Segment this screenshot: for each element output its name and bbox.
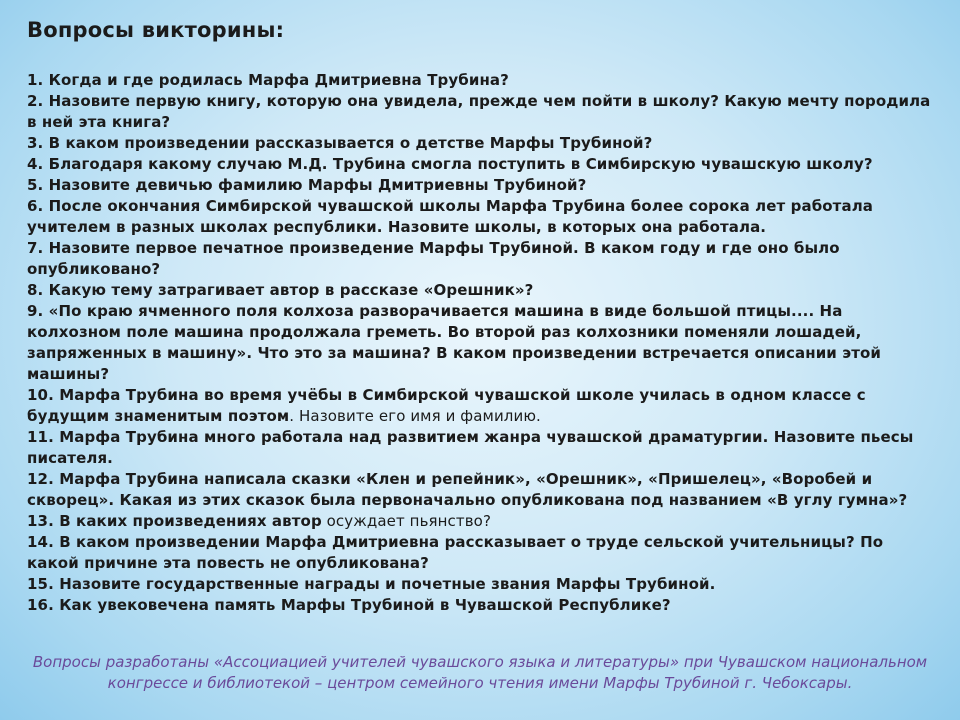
question-text: 15. Назовите государственные награды и почетные звания Марфы Трубиной. bbox=[27, 575, 716, 593]
question-item bbox=[27, 91, 937, 133]
question-item bbox=[27, 154, 937, 175]
question-text: 6. После окончания Симбирской чувашской школы Марфа Трубина более сорока лет работала учителем в разных школах республики. Назовите школы, в которых она работала. bbox=[27, 197, 874, 236]
question-text: 9. «По краю ячменного поля колхоза разворачивается машина в виде большой птицы.... На колхозном поле машина продолжала греметь. Во второй раз колхозники поменяли лошадей, запряженных в машину». Что это за машина? В каком произведении встречается описании этой машины? bbox=[27, 302, 882, 383]
question-text: 13. В каких произведениях автор bbox=[27, 512, 322, 530]
question-text: 12. Марфа Трубина написала сказки «Клен и репейник», «Орешник», «Пришелец», «Воробей и скворец». Какая из этих сказок была первоначально опубликована под названием «В углу гумна»? bbox=[27, 470, 908, 509]
question-item bbox=[27, 595, 937, 616]
question-item bbox=[27, 427, 937, 469]
question-text: 8. Какую тему затрагивает автор в рассказе «Орешник»? bbox=[27, 281, 534, 299]
question-text-normal: . Назовите его имя и фамилию. bbox=[289, 407, 541, 425]
question-item bbox=[27, 511, 937, 532]
question-text: 10. Марфа Трубина во время учёбы в Симбирской чувашской школе училась в одном классе с будущим знаменитым поэтом bbox=[27, 386, 866, 425]
question-text: 7. Назовите первое печатное произведение Марфы Трубиной. В каком году и где оно было опубликовано? bbox=[27, 239, 840, 278]
question-item bbox=[27, 280, 937, 301]
questions-list bbox=[27, 70, 937, 616]
page-title: Вопросы викторины: bbox=[27, 18, 285, 42]
question-text: 5. Назовите девичью фамилию Марфы Дмитриевны Трубиной? bbox=[27, 176, 587, 194]
question-item bbox=[27, 532, 937, 574]
question-item bbox=[27, 469, 937, 511]
question-item bbox=[27, 238, 937, 280]
question-item bbox=[27, 301, 937, 385]
question-text: 16. Как увековечена память Марфы Трубиной в Чувашской Республике? bbox=[27, 596, 671, 614]
question-item bbox=[27, 133, 937, 154]
question-text: 2. Назовите первую книгу, которую она увидела, прежде чем пойти в школу? Какую мечту породила в ней эта книга? bbox=[27, 92, 931, 131]
question-item bbox=[27, 70, 937, 91]
question-item bbox=[27, 196, 937, 238]
question-text-normal: осуждает пьянство? bbox=[321, 512, 492, 530]
question-text: 1. Когда и где родилась Марфа Дмитриевна Трубина? bbox=[27, 71, 509, 89]
question-text: 14. В каком произведении Марфа Дмитриевна рассказывает о труде сельской учительницы? По какой причине эта повесть не опубликована? bbox=[27, 533, 884, 572]
question-item bbox=[27, 175, 937, 196]
credits-footer: Вопросы разработаны «Ассоциацией учителей чувашского языка и литературы» при Чувашском национальном конгрессе и библиотекой – центром семейного чтения имени Марфы Трубиной г. Чебоксары. bbox=[32, 653, 928, 692]
question-item bbox=[27, 385, 937, 427]
question-item bbox=[27, 574, 937, 595]
question-text: 4. Благодаря какому случаю М.Д. Трубина смогла поступить в Симбирскую чувашскую школу? bbox=[27, 155, 873, 173]
question-text: 11. Марфа Трубина много работала над развитием жанра чувашской драматургии. Назовите пьесы писателя. bbox=[27, 428, 914, 467]
question-text: 3. В каком произведении рассказывается о детстве Марфы Трубиной? bbox=[27, 134, 653, 152]
